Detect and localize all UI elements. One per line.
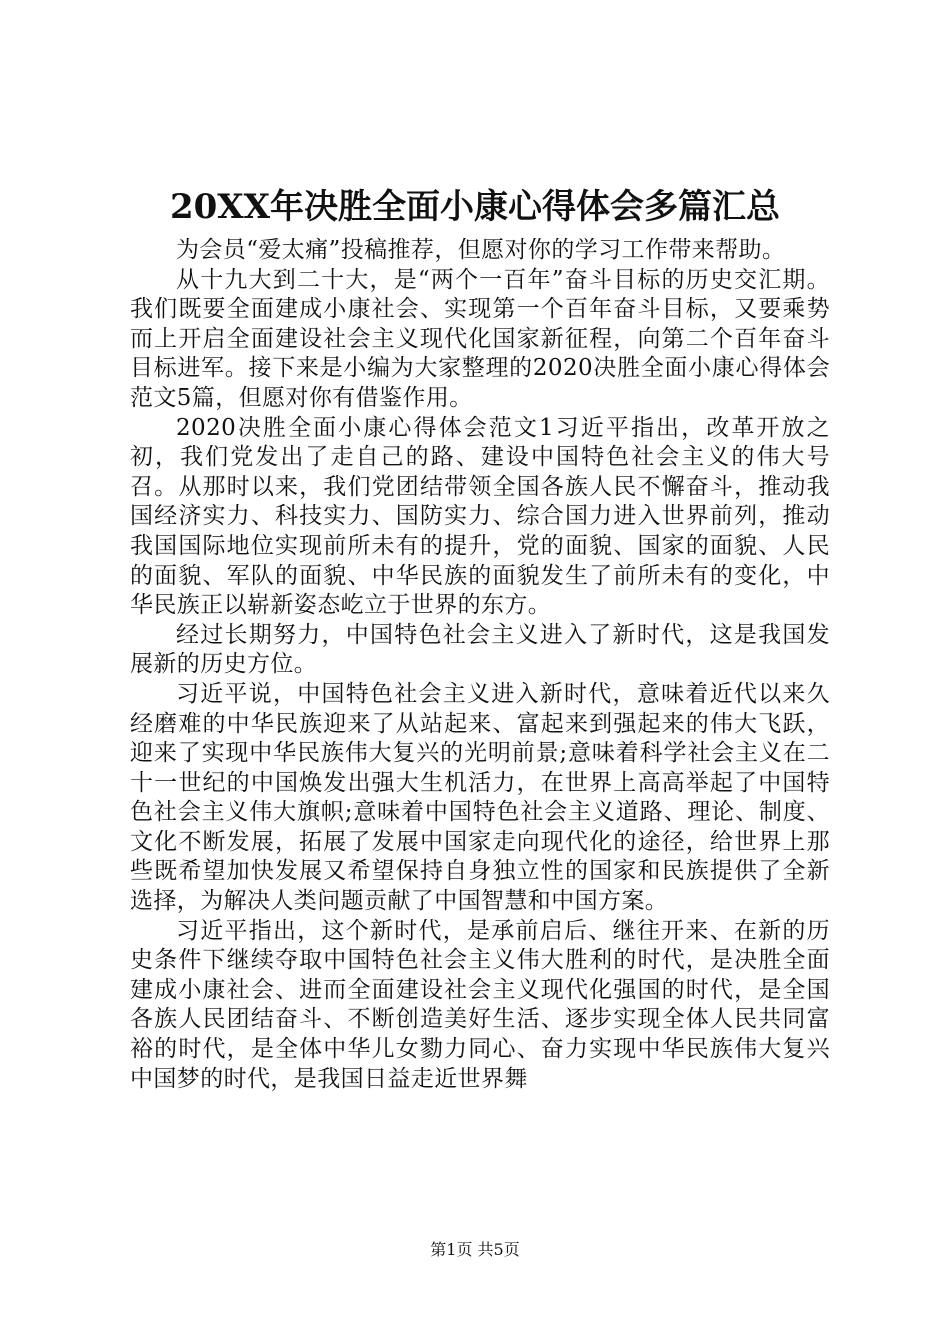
paragraph: 从十九大到二十大，是“两个一百年”奋斗目标的历史交汇期。我们既要全面建成小康社会、实现第一个百年奋斗目标，又要乘势而上开启全面建设社会主义现代化国家新征程，向第二个百年奋斗目标进军。接下来是小编为大家整理的2020决胜全面小康心得体会范文5篇，但愿对你有借鉴作用。 xyxy=(130,266,830,411)
paragraph: 经过长期努力，中国特色社会主义进入了新时代，这是我国发展新的历史方位。 xyxy=(130,621,830,678)
paragraph: 习近平指出，这个新时代，是承前启后、继往开来、在新的历史条件下继续夺取中国特色社会主义伟大胜利的时代，是决胜全面建成小康社会、进而全面建设社会主义现代化强国的时代，是全国各族人民团结奋斗、不断创造美好生活、逐步实现全体人民共同富裕的时代，是全体中华儿女勠力同心、奋力实现中华民族伟大复兴中国梦的时代，是我国日益走近世界舞 xyxy=(130,917,830,1092)
paragraph: 习近平说，中国特色社会主义进入新时代，意味着近代以来久经磨难的中华民族迎来了从站起来、富起来到强起来的伟大飞跃，迎来了实现中华民族伟大复兴的光明前景;意味着科学社会主义在二十一世纪的中国焕发出强大生机活力，在世界上高高举起了中国特色社会主义伟大旗帜;意味着中国特色社会主义道路、理论、制度、文化不断发展，拓展了发展中国家走向现代化的途径，给世界上那些既希望加快发展又希望保持自身独立性的国家和民族提供了全新选择，为解决人类问题贡献了中国智慧和中国方案。 xyxy=(130,680,830,915)
document-body xyxy=(130,236,830,1094)
paragraph: 为会员“爱太痛”投稿推荐，但愿对你的学习工作带来帮助。 xyxy=(176,237,786,263)
page-number-footer: 第1页 共5页 xyxy=(430,1240,520,1259)
document-title: 20XX年决胜全面小康心得体会多篇汇总 xyxy=(169,187,781,227)
paragraph: 2020决胜全面小康心得体会范文1习近平指出，改革开放之初，我们党发出了走自己的路、建设中国特色社会主义的伟大号召。从那时以来，我们党团结带领全国各族人民不懈奋斗，推动我国经济实力、科技实力、国防实力、综合国力进入世界前列，推动我国国际地位实现前所未有的提升，党的面貌、国家的面貌、人民的面貌、军队的面貌、中华民族的面貌发生了前所未有的变化，中华民族正以崭新姿态屹立于世界的东方。 xyxy=(130,414,830,619)
